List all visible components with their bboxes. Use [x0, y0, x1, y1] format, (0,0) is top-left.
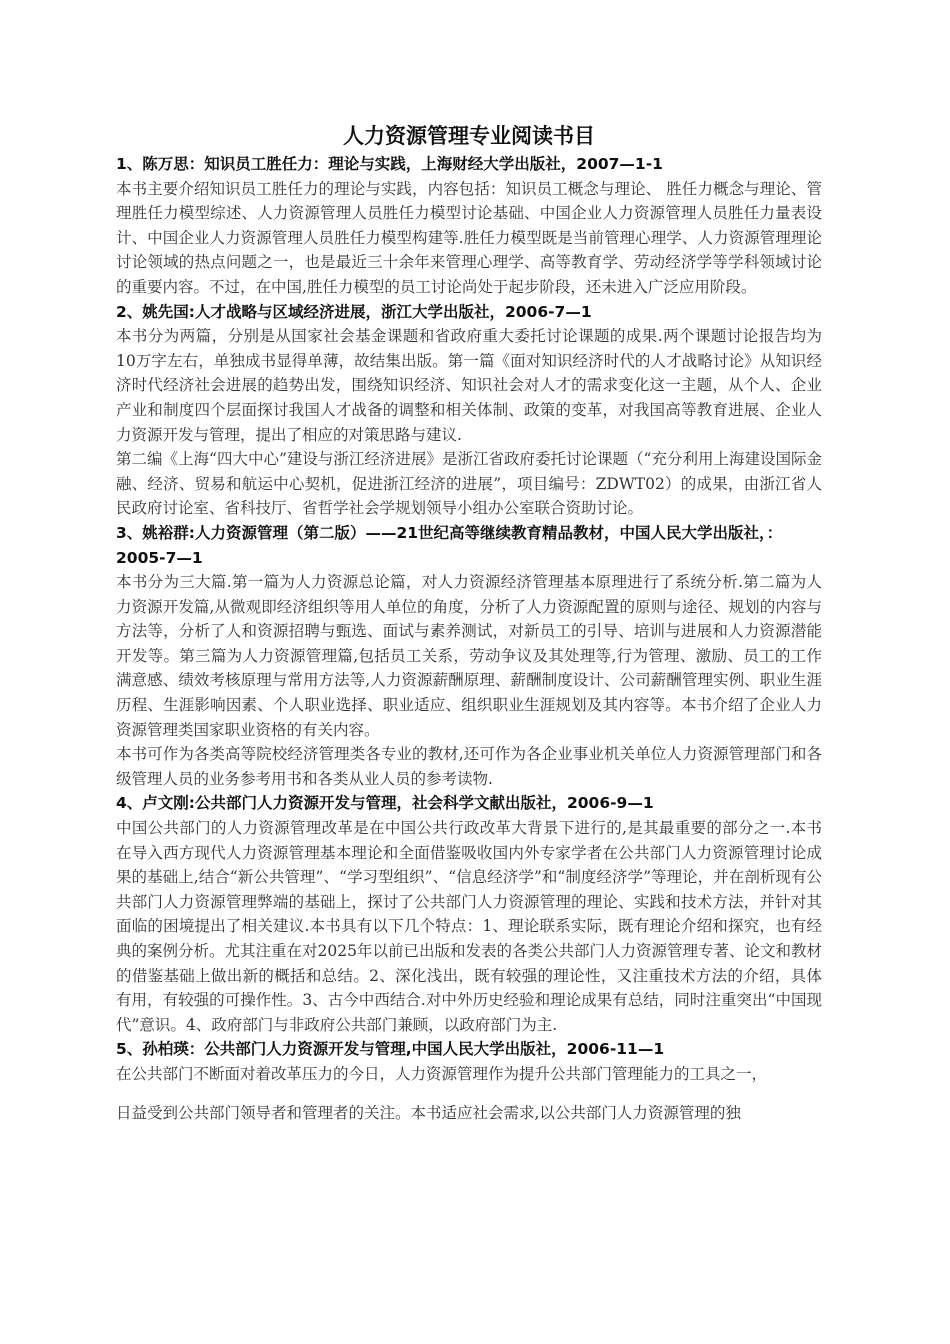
entry-paragraph: 在公共部门不断面对着改革压力的今日，人力资源管理作为提升公共部门管理能力的工具之一，: [116, 1064, 768, 1083]
entry-heading: 3、姚裕群:人力资源管理（第二版）——21世纪高等继续教育精品教材，中国人民大学出版社，：2005-7—1: [116, 523, 783, 567]
entry-paragraph: 日益受到公共部门领导者和管理者的关注。本书适应社会需求,以公共部门人力资源管理的独: [116, 1103, 741, 1122]
entry-heading: 1、陈万思：知识员工胜任力：理论与实践，上海财经大学出版社，2007—1-1: [116, 155, 663, 173]
entry-paragraph: 本书主要介绍知识员工胜任力的理论与实践，内容包括：知识员工概念与理论、 胜任力概念与理论、管理胜任力模型综述、人力资源管理人员胜任力模型讨论基础、中国企业人力资源管理人员胜任力量表设计、中国企业人力资源管理人员胜任力模型构建等.胜任力模型既是当前管理心理学、人力资源管理理论讨论领域的热点问题之一，也是最近三十余年来管理心理学、高等教育学、劳动经济学等学科领域讨论的重要内容。不过，在中国,胜任力模型的员工讨论尚处于起步阶段，还未进入广泛应用阶段。: [116, 179, 822, 296]
entry-paragraph: 本书分为三大篇.第一篇为人力资源总论篇，对人力资源经济管理基本原理进行了系统分析.第二篇为人力资源开发篇,从微观即经济组织等用人单位的角度，分析了人力资源配置的原则与途径、规划的内容与方法等，分析了人和资源招聘与甄选、面试与素养测试，对新员工的引导、培训与进展和人力资源潜能开发等。第三篇为人力资源管理篇,包括员工关系，劳动争议及其处理等,行为管理、激励、员工的工作满意感、绩效考核原理与常用方法等,人力资源薪酬原理、薪酬制度设计、公司薪酬管理实例、职业生涯历程、生涯影响因素、个人职业选择、职业适应、组织职业生涯规划及其内容等。本书介绍了企业人力资源管理类国家职业资格的有关内容。: [116, 573, 822, 739]
entry-paragraph: 本书分为两篇，分别是从国家社会基金课题和省政府重大委托讨论课题的成果.两个课题讨论报告均为10万字左右，单独成书显得单薄，故结集出版。第一篇《面对知识经济时代的人才战略讨论》从知识经济时代经济社会进展的趋势出发，围绕知识经济、知识社会对人才的需求变化这一主题，从个人、企业产业和制度四个层面探讨我国人才战备的调整和相关体制、政策的变革，对我国高等教育进展、企业人力资源开发与管理，提出了相应的对策思路与建议.: [116, 327, 822, 444]
document-title: 人力资源管理专业阅读书目: [343, 124, 595, 148]
entry-paragraph: 第二编《上海“四大中心”建设与浙江经济进展》是浙江省政府委托讨论课题（“充分利用上海建设国际金融、经济、贸易和航运中心契机，促进浙江经济的进展”，项目编号：ZDWT02）的成果，由浙江省人民政府讨论室、省科技厅、省哲学社会学规划领导小组办公室联合资助讨论。: [116, 450, 822, 518]
entry-heading: 5、孙柏瑛：公共部门人力资源开发与管理,中国人民大学出版社，2006-11—1: [116, 1040, 665, 1059]
entry-heading: 2、姚先国:人才战略与区域经济进展，浙江大学出版社，2006-7—1: [116, 302, 592, 321]
entry-heading: 4、卢文刚:公共部门人力资源开发与管理，社会科学文献出版社，2006-9—1: [116, 794, 654, 813]
document-content: [116, 122, 822, 1125]
entry-paragraph: 本书可作为各类高等院校经济管理类各专业的教材,还可作为各企业事业机关单位人力资源管理部门和各级管理人员的业务参考用书和各类从业人员的参考读物.: [116, 745, 822, 788]
entry-paragraph: 中国公共部门的人力资源管理改革是在中国公共行政改革大背景下进行的,是其最重要的部分之一.本书在导入西方现代人力资源管理基本理论和全面借鉴吸收国内外专家学者在公共部门人力资源管理讨论成果的基础上,结合“新公共管理”、“学习型组织”、“信息经济学”和“制度经济学”等理论，并在剖析现有公共部门人力资源管理弊端的基础上，探讨了公共部门人力资源管理的理论、实践和技术方法，并针对其面临的困境提出了相关建议.本书具有以下几个特点：1、理论联系实际，既有理论介绍和探究，也有经典的案例分析。尤其注重在对2025年以前已出版和发表的各类公共部门人力资源管理专著、论文和教材的借鉴基础上做出新的概括和总结。2、深化浅出，既有较强的理论性，又注重技术方法的介绍，具体有用，有较强的可操作性。3、古今中西结合.对中外历史经验和理论成果有总结，同时注重突出“中国现代”意识。4、政府部门与非政府公共部门兼顾，以政府部门为主.: [116, 819, 822, 1034]
